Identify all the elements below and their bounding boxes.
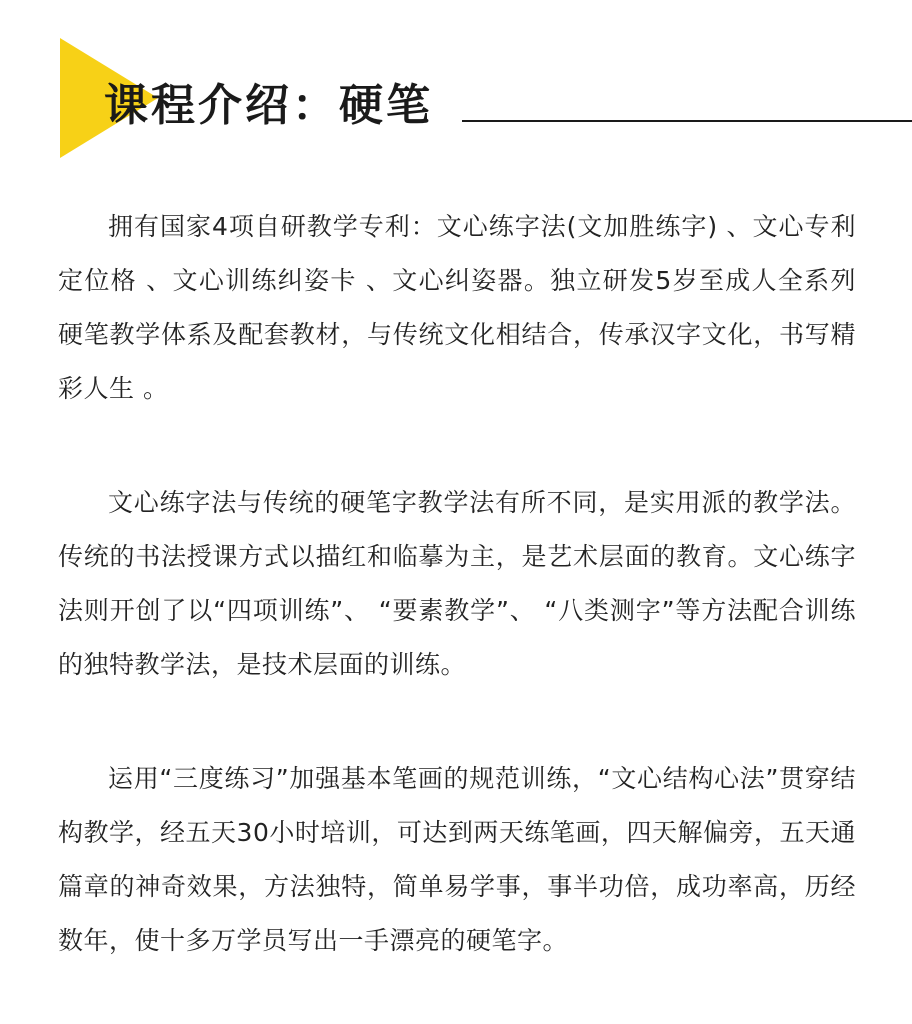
paragraph-training: 运用“三度练习”加强基本笔画的规范训练，“文心结构心法”贯穿结构教学，经五天30小时培训，可达到两天练笔画，四天解偏旁，五天通篇章的神奇效果，方法独特，简单易学事，事半功倍，成功率高，历经数年，使十多万学员写出一手漂亮的硬笔字。 (58, 764, 856, 955)
paragraph-patents: 拥有国家4项自研教学专利：文心练字法(文加胜练字) 、文心专利定位格 、文心训练纠姿卡 、文心纠姿器。独立研发5岁至成人全系列硬笔教学体系及配套教材，与传统文化相结合，传承汉字文化，书写精彩人生 。 (58, 212, 856, 403)
section-header (0, 0, 912, 170)
paragraph-method: 文心练字法与传统的硬笔字教学法有所不同，是实用派的教学法。传统的书法授课方式以描红和临摹为主，是艺术层面的教育。文心练字法则开创了以“四项训练”、 “要素教学”、 “八类测字”等方法配合训练的独特教学法，是技术层面的训练。 (58, 488, 856, 679)
course-description (58, 200, 856, 968)
section-title: 课程介绍：硬笔 (104, 80, 433, 131)
header-underline (462, 120, 912, 122)
